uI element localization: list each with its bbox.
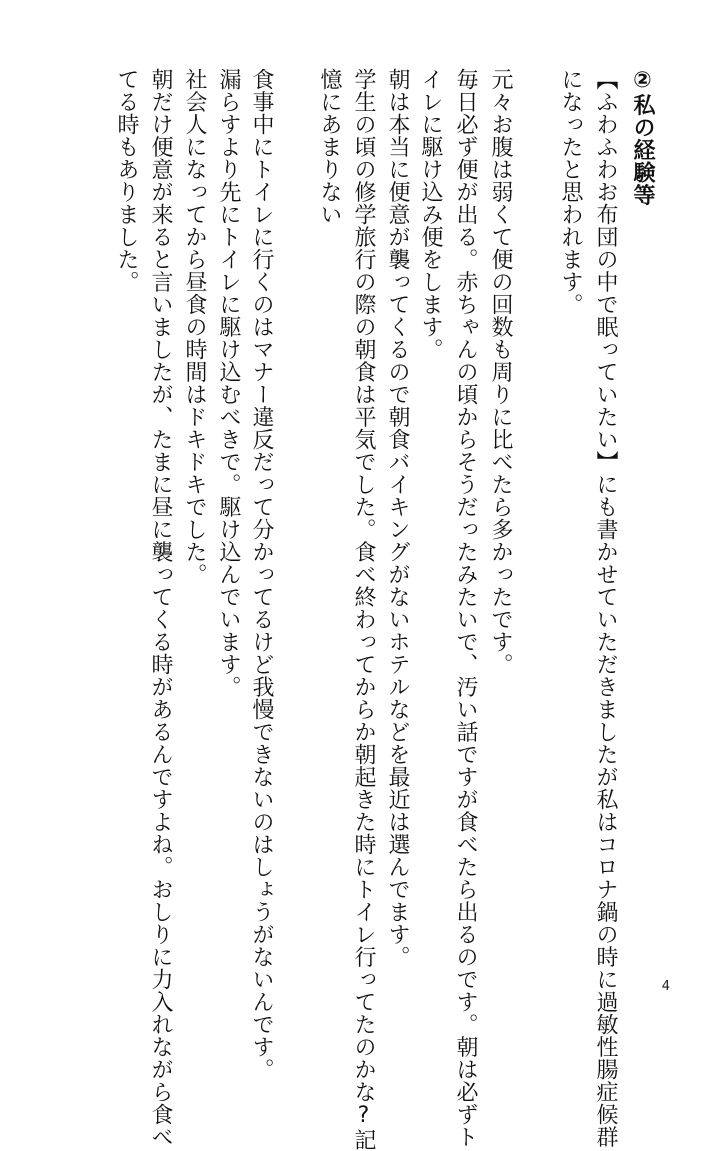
text-line: イレに駆け込み便をします。: [418, 68, 443, 361]
page-number: 4: [661, 979, 670, 994]
section-title: ②私の経験等: [630, 68, 655, 206]
text-line: 朝だけ便意が来ると言いましたが、たまに昼に襲ってくる時があるんですよね。おしりに力入れながら食べ: [148, 68, 173, 1148]
text-line: 学生の頃の修学旅行の際の朝食は平気でした。食べ終わってからか朝起きた時にトイレ行ってたのかな?記: [351, 68, 376, 1151]
text-line: 食事中にトイレに行くのはマナー違反だって分かってるけど我慢できないのはしょうがないんです。: [249, 68, 274, 1081]
text-line: 漏らすより先にトイレに駆け込むべきで。駆け込んでいます。: [216, 68, 241, 698]
text-line: になったと思われます。: [558, 68, 583, 316]
text-line: 元々お腹は弱くて便の回数も周りに比べたら多かったです。: [488, 68, 513, 676]
text-line: 朝は本当に便意が襲ってくるので朝食バイキングがないホテルなどを最近は選んでます。: [385, 68, 410, 968]
text-line: 憶にあまりない: [317, 68, 342, 226]
text-line: てる時もありました。: [114, 68, 139, 293]
text-line: 【ふわふわお布団の中で眠っていたい】にも書かせていただきましたが私はコロナ鍋の時に過敏性腸症候群: [593, 68, 618, 1148]
text-line: 毎日必ず便が出る。赤ちゃんの頃からそうだったみたいで、汚い話ですが食べたら出るのです。朝は必ずト: [453, 68, 478, 1148]
text-line: 社会人になってから昼食の時間はドキドキでした。: [182, 68, 207, 586]
